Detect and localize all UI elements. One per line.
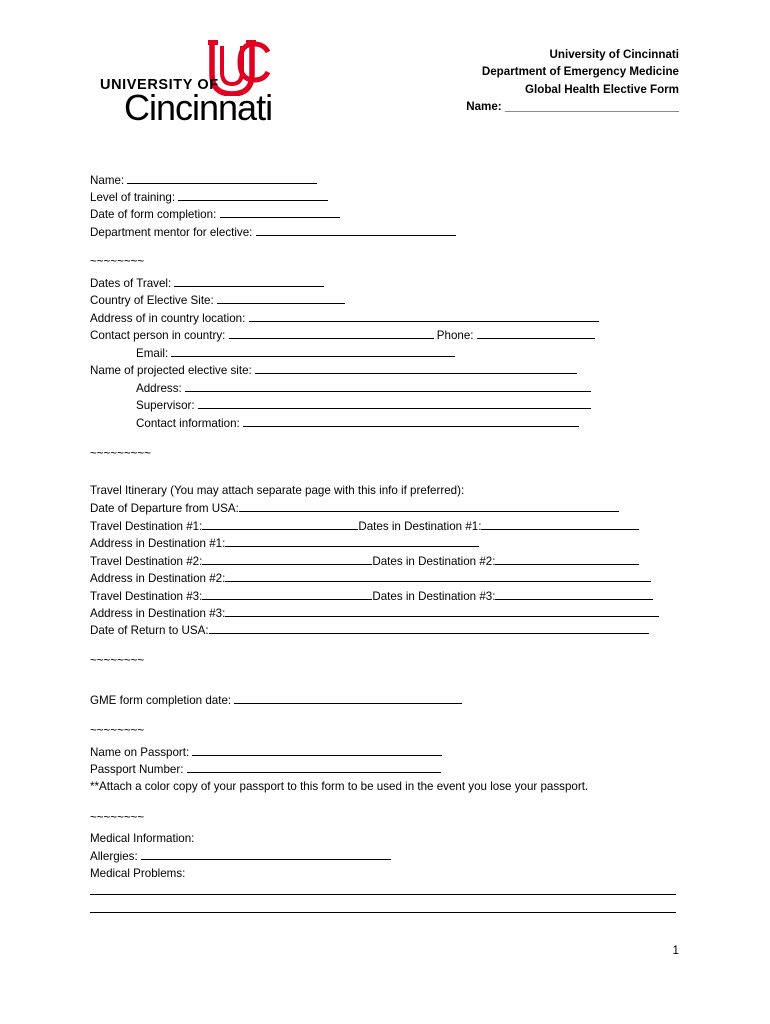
address-in-country-field[interactable]	[249, 311, 599, 322]
departure-row	[90, 501, 619, 516]
name-label: Name:	[90, 174, 128, 187]
address-1-field[interactable]	[225, 536, 479, 547]
gme-field[interactable]	[234, 693, 462, 704]
date-completion-row	[90, 207, 340, 222]
dates-1-label: Dates in Destination #1:	[358, 520, 482, 533]
level-field[interactable]	[178, 190, 328, 201]
return-field[interactable]	[209, 623, 649, 634]
contact-info-row	[136, 416, 579, 431]
form-header	[466, 46, 679, 116]
passport-number-label: Passport Number:	[90, 763, 187, 776]
level-row	[90, 190, 328, 205]
site-name-field[interactable]	[255, 363, 577, 374]
dates-1-field[interactable]	[481, 519, 639, 530]
destination-3-field[interactable]	[202, 589, 372, 600]
header-form-title: Global Health Elective Form	[525, 82, 679, 96]
passport-name-field[interactable]	[192, 745, 442, 756]
destination-3-label: Travel Destination #3:	[90, 590, 203, 603]
dates-3-label: Dates in Destination #3:	[372, 590, 496, 603]
gme-label: GME form completion date:	[90, 694, 235, 707]
logo-line-university-of: UNIVERSITY OF	[100, 77, 219, 93]
medical-title: Medical Information:	[90, 832, 195, 845]
mentor-row	[90, 225, 456, 240]
destination-2-row	[90, 554, 639, 569]
allergies-row	[90, 849, 391, 864]
dates-3-field[interactable]	[495, 589, 653, 600]
site-address-label: Address:	[136, 382, 185, 395]
email-label: Email:	[136, 347, 172, 360]
contact-label: Contact person in country:	[90, 329, 229, 342]
site-name-label: Name of projected elective site:	[90, 364, 255, 377]
contact-info-label: Contact information:	[136, 417, 243, 430]
allergies-label: Allergies:	[90, 850, 141, 863]
destination-1-field[interactable]	[202, 519, 358, 530]
site-address-field[interactable]	[185, 381, 591, 392]
allergies-field[interactable]	[141, 849, 391, 860]
medical-problems-field-1[interactable]	[90, 894, 676, 895]
medical-problems-label: Medical Problems:	[90, 867, 186, 880]
destination-2-field[interactable]	[202, 554, 372, 565]
itinerary-title: Travel Itinerary (You may attach separate page with this info if preferred):	[90, 484, 465, 497]
separator: ~~~~~~~~	[90, 255, 145, 268]
uc-logo	[98, 40, 298, 126]
phone-label: Phone:	[433, 329, 477, 342]
address-1-row	[90, 536, 479, 551]
mentor-field[interactable]	[256, 225, 456, 236]
header-name-field[interactable]: Name: ___________________________	[466, 100, 679, 114]
name-row	[90, 173, 317, 188]
gme-row	[90, 693, 462, 708]
header-department: Department of Emergency Medicine	[481, 65, 679, 79]
country-label: Country of Elective Site:	[90, 294, 217, 307]
address-2-label: Address in Destination #2:	[90, 572, 226, 585]
separator: ~~~~~~~~	[90, 724, 145, 737]
destination-3-row	[90, 589, 653, 604]
destination-2-label: Travel Destination #2:	[90, 555, 203, 568]
return-label: Date of Return to USA:	[90, 624, 209, 637]
separator: ~~~~~~~~	[90, 811, 145, 824]
passport-name-row	[90, 745, 442, 760]
supervisor-field[interactable]	[198, 398, 591, 409]
date-completion-label: Date of form completion:	[90, 208, 220, 221]
departure-field[interactable]	[239, 501, 619, 512]
passport-number-row	[90, 762, 441, 777]
contact-row	[90, 328, 595, 343]
separator: ~~~~~~~~~	[90, 447, 151, 460]
contact-field[interactable]	[229, 328, 434, 339]
address-in-country-row	[90, 311, 599, 326]
contact-info-field[interactable]	[243, 416, 579, 427]
email-row	[136, 346, 455, 361]
address-1-label: Address in Destination #1:	[90, 537, 226, 550]
separator: ~~~~~~~~	[90, 654, 145, 667]
level-label: Level of training:	[90, 191, 179, 204]
passport-note: **Attach a color copy of your passport to this form to be used in the event you lose your passport.	[90, 780, 589, 793]
phone-field[interactable]	[477, 328, 595, 339]
site-name-row	[90, 363, 577, 378]
address-3-field[interactable]	[225, 606, 659, 617]
supervisor-row	[136, 398, 591, 413]
destination-1-label: Travel Destination #1:	[90, 520, 203, 533]
logo-line-cincinnati: Cincinnati	[124, 87, 273, 128]
departure-label: Date of Departure from USA:	[90, 502, 239, 515]
destination-1-row	[90, 519, 639, 534]
dates-2-label: Dates in Destination #2:	[372, 555, 496, 568]
dates-2-field[interactable]	[495, 554, 639, 565]
address-2-row	[90, 571, 651, 586]
supervisor-label: Supervisor:	[136, 399, 198, 412]
dates-of-travel-row	[90, 276, 324, 291]
mentor-label: Department mentor for elective:	[90, 226, 256, 239]
dates-of-travel-field[interactable]	[174, 276, 324, 287]
address-3-row	[90, 606, 659, 621]
email-field[interactable]	[171, 346, 455, 357]
name-field[interactable]	[127, 173, 317, 184]
passport-name-label: Name on Passport:	[90, 746, 193, 759]
site-address-row	[136, 381, 591, 396]
dates-of-travel-label: Dates of Travel:	[90, 277, 175, 290]
header-university: University of Cincinnati	[549, 48, 679, 61]
address-in-country-label: Address of in country location:	[90, 312, 249, 325]
address-3-label: Address in Destination #3:	[90, 607, 226, 620]
passport-number-field[interactable]	[187, 762, 441, 773]
medical-problems-field-2[interactable]	[90, 912, 676, 913]
date-completion-field[interactable]	[220, 207, 340, 218]
return-row	[90, 623, 649, 638]
address-2-field[interactable]	[225, 571, 651, 582]
page-number: 1	[672, 944, 679, 957]
country-row	[90, 293, 345, 308]
country-field[interactable]	[217, 293, 345, 304]
